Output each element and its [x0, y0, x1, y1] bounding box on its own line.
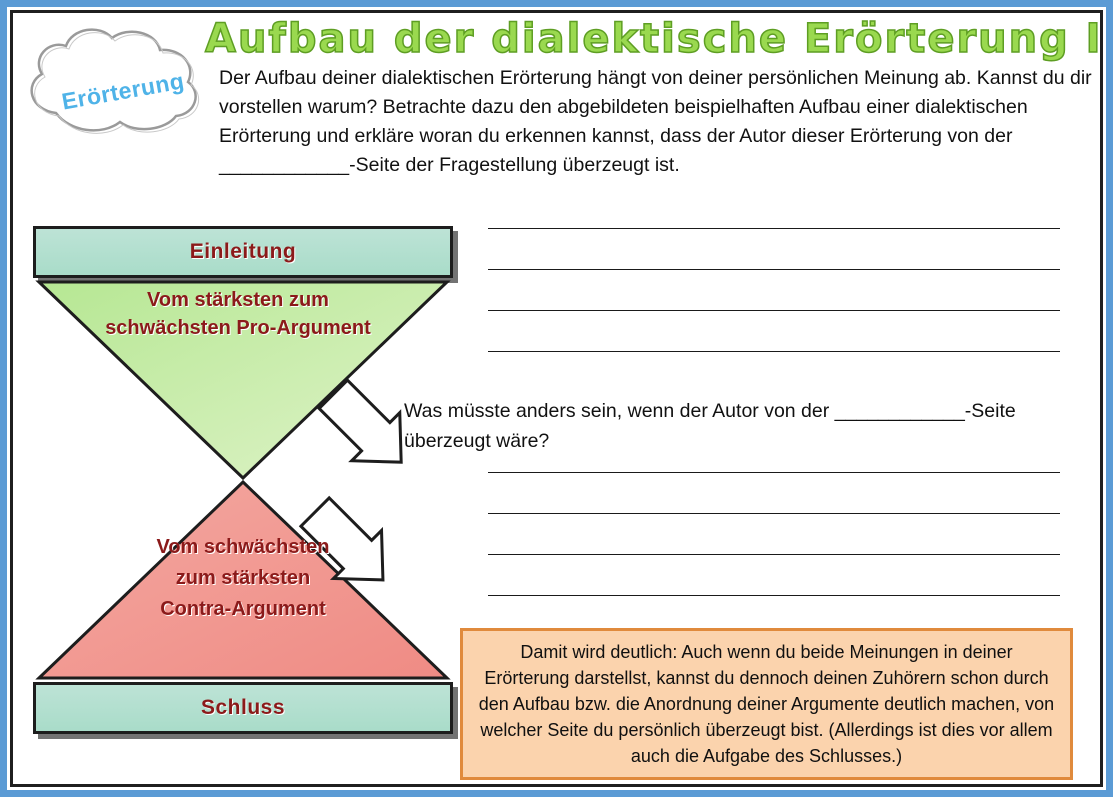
badge-label: Erörterung: [59, 67, 187, 115]
answer-line[interactable]: [488, 351, 1060, 352]
answer-line[interactable]: [488, 554, 1060, 555]
contra-argument-label: Vom schwächsten zum stärksten Contra-Argument: [156, 536, 330, 620]
question-2-text: Was müsste anders sein, wenn der Autor von der ____________-Seite überzeugt wäre?: [404, 400, 1016, 452]
answer-line[interactable]: [488, 310, 1060, 311]
diagram-bar-schluss-label: Schluss: [200, 696, 286, 719]
answer-line[interactable]: [488, 269, 1060, 270]
page-title: Aufbau der dialektische Erörterung I: [205, 16, 1103, 62]
answer-line[interactable]: [488, 513, 1060, 514]
diagram-bar-einleitung: [33, 226, 453, 278]
diagram-bar-schluss: [33, 682, 453, 734]
diagram-bar-einleitung-label: Einleitung: [189, 240, 297, 263]
pro-argument-label: Vom stärksten zum schwächsten Pro-Argument: [105, 289, 371, 339]
conclusion-note-text: Damit wird deutlich: Auch wenn du beide Meinungen in deiner Erörterung darstellst, kannst du dennoch deinen Zuhörern schon durch den Aufbau bzw. die Anordnung deiner Argumente deutlich machen, von welcher Seite du persönlich überzeugt bist. (Allerdings ist dies vor allem auch die Aufgabe des Schlusses.): [478, 642, 1055, 766]
answer-line[interactable]: [488, 595, 1060, 596]
cloud-badge: [16, 18, 208, 143]
answer-lines-question-1[interactable]: [488, 228, 1060, 392]
intro-paragraph: Der Aufbau deiner dialektischen Erörterung hängt von deiner persönlichen Meinung ab. Kannst du dir vorstellen warum? Betrachte dazu den abgebildeten beispielhaften Aufbau einer dialektischen Erörterung und erkläre woran du erkennen kannst, dass der Autor dieser Erörterung von der ____________-Seite der Fragestellung überzeugt ist.: [219, 67, 1092, 176]
structure-diagram: [28, 222, 468, 742]
conclusion-note-box: [460, 628, 1073, 780]
answer-line[interactable]: [488, 472, 1060, 473]
answer-line[interactable]: [488, 228, 1060, 229]
answer-lines-question-2[interactable]: [488, 472, 1060, 636]
